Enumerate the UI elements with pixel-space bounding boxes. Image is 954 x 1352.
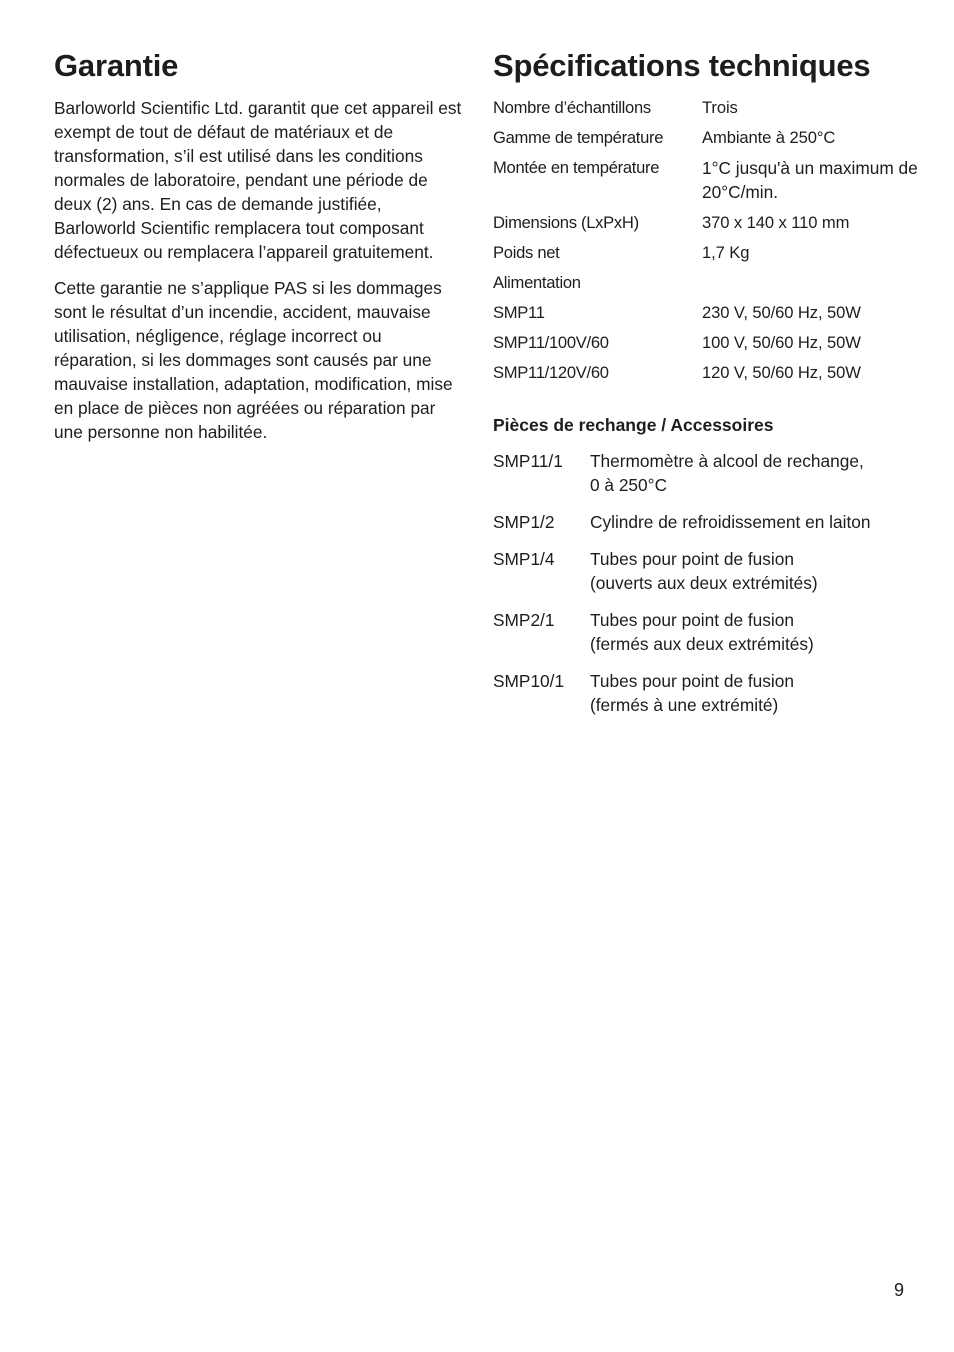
spec-value: 1,7 Kg [702,243,750,262]
spec-value: Trois [702,98,738,117]
part-description-line: Tubes pour point de fusion [590,549,794,569]
part-description-line: Thermomètre à alcool de rechange, [590,451,864,471]
parts-list [493,449,933,717]
spec-label: SMP11 [493,303,545,322]
part-row [493,669,933,717]
page-number: 9 [893,1280,904,1300]
spec-row [493,361,933,385]
part-row [493,547,933,595]
spec-label: Nombre d’échantillons [493,98,651,117]
spec-row [493,126,933,150]
spec-row [493,96,933,120]
part-description-line: Tubes pour point de fusion [590,610,794,630]
specs-table [493,96,933,385]
part-description-line: (fermés à une extrémité) [590,695,779,715]
spec-label: Gamme de température [493,128,664,147]
warranty-section [54,44,464,456]
spec-label: Alimentation [493,273,581,292]
part-description [590,510,933,534]
part-description-line: Tubes pour point de fusion [590,671,794,691]
part-description-line: 0 à 250°C [590,475,668,495]
spec-value: 120 V, 50/60 Hz, 50W [702,363,861,382]
part-description [590,608,933,656]
spec-label: Dimensions (LxPxH) [493,213,639,232]
part-code: SMP2/1 [493,610,555,630]
part-description [590,547,933,595]
spec-value: Ambiante à 250°C [702,128,836,147]
spec-value: 230 V, 50/60 Hz, 50W [702,303,861,322]
spec-value: 100 V, 50/60 Hz, 50W [702,333,861,352]
part-description-line: Cylindre de refroidissement en laiton [590,512,871,532]
part-code: SMP1/2 [493,512,555,532]
part-description [590,449,933,497]
warranty-title: Garantie [54,48,179,83]
spec-row [493,331,933,355]
spec-label: SMP11/100V/60 [493,333,609,352]
spec-label: SMP11/120V/60 [493,363,609,382]
part-row [493,608,933,656]
spec-row [493,301,933,325]
parts-title: Pièces de rechange / Accessoires [493,415,774,435]
spec-value [702,271,933,295]
spec-label: Montée en température [493,158,660,177]
part-description-line: (ouverts aux deux extrémités) [590,573,818,593]
part-code: SMP1/4 [493,549,555,569]
specifications-section [493,44,933,730]
part-row [493,449,933,497]
warranty-paragraph-1: Barloworld Scientific Ltd. garantit que cet appareil est exempt de tout de défaut de matériaux et de transformation, s’il est utilisé dans les conditions normales de laboratoire, pendant une période de deux (2) ans. En cas de demande justifiée, Barloworld Scientific remplacera tout composant défectueux ou remplacera l’appareil gratuitement. [54,98,462,262]
part-code: SMP10/1 [493,671,565,691]
specs-title: Spécifications techniques [493,48,871,83]
spec-row [493,156,933,204]
part-description [590,669,933,717]
spec-row [493,271,933,295]
part-code: SMP11/1 [493,451,563,471]
part-row [493,510,933,534]
spec-row [493,211,933,235]
spec-row [493,241,933,265]
spec-label: Poids net [493,243,560,262]
part-description-line: (fermés aux deux extrémités) [590,634,814,654]
warranty-paragraph-2: Cette garantie ne s’applique PAS si les dommages sont le résultat d’un incendie, accident, mauvaise utilisation, négligence, réglage incorrect ou réparation, si les dommages sont causés par une mauvaise installation, adaptation, modification, mise en place de pièces non agréées ou réparation par une personne non habilitée. [54,278,453,442]
spec-value: 370 x 140 x 110 mm [702,213,850,232]
spec-value: 1°C jusqu'à un maximum de 20°C/min. [702,158,918,202]
